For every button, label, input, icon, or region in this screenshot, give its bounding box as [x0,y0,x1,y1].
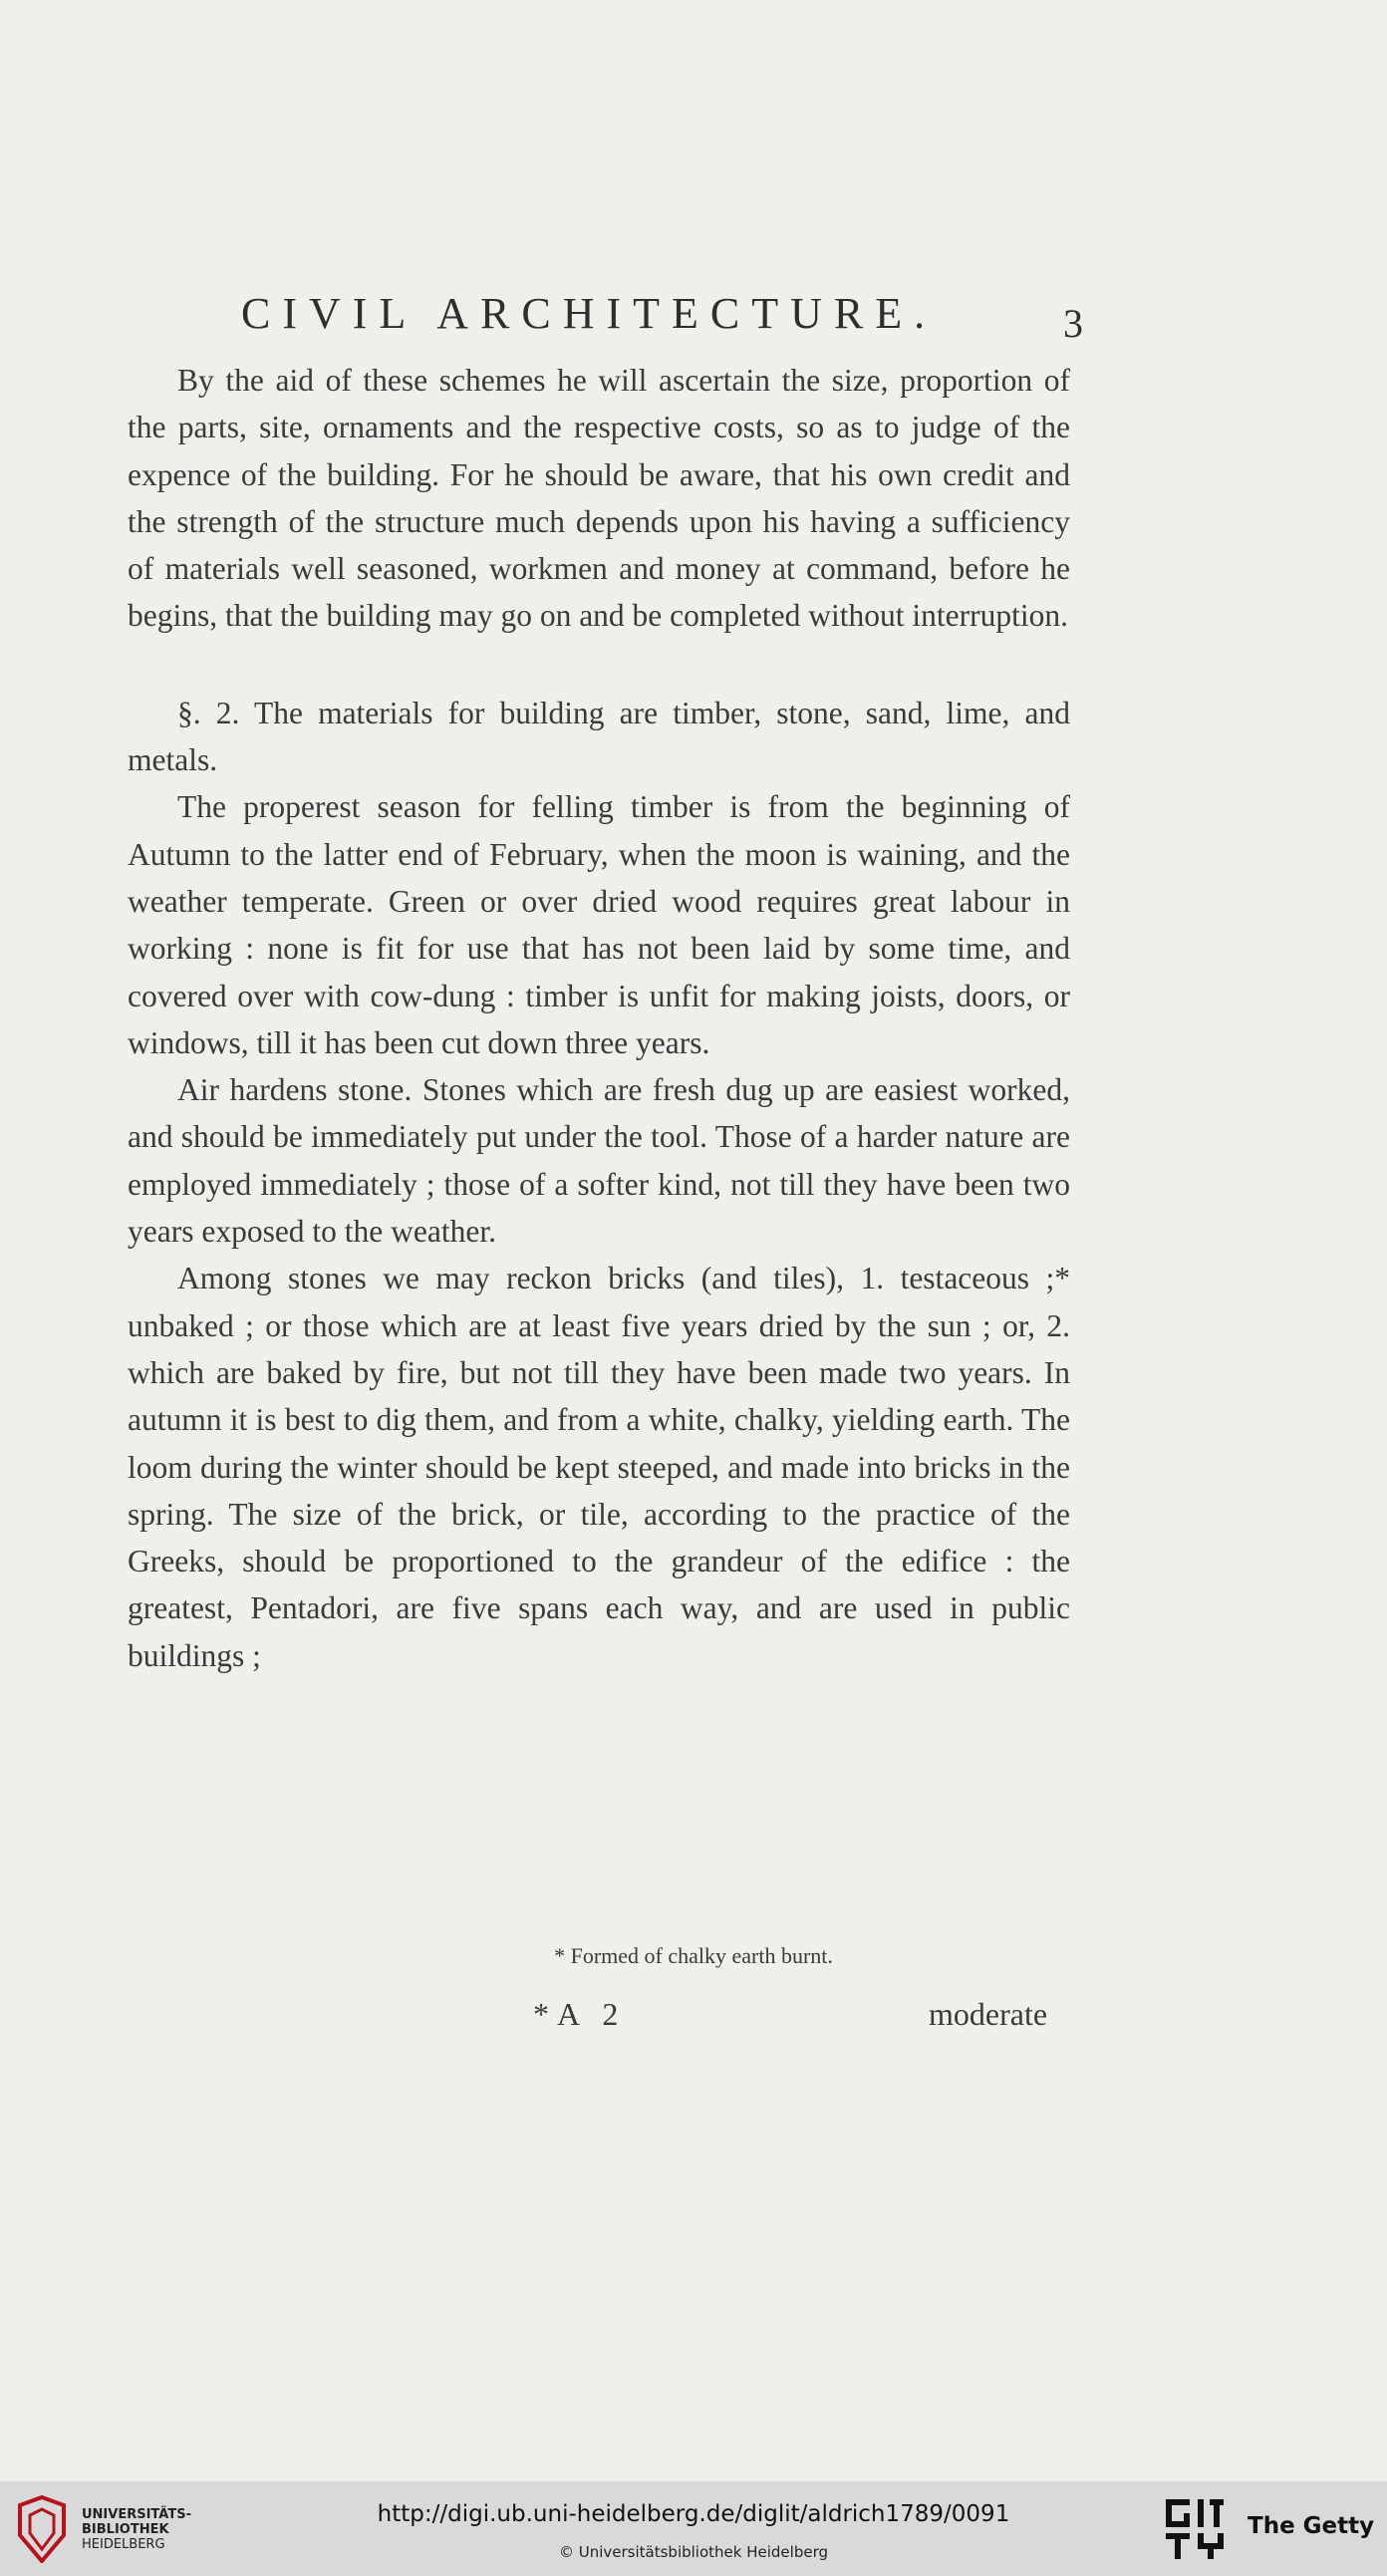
catchword: moderate [929,1996,1048,2032]
paragraph-bricks: Among stones we may reckon bricks (and tiles), 1. testaceous ;* unbaked ; or those which are at least five years dried by the sun ; or, 2. which are baked by fire, but not till they have been made two years. In autumn it is best to dig them, and from a white, chalky, yielding earth. The loom during the winter should be kept steeped, and made into bricks in the spring. The size of the brick, or tile, according to the practice of the Greeks, should be proportioned to the grandeur of the edifice : the greatest, Pentadori, are five spans each way, and are used in public buildings ; [128,1261,1070,1673]
body-text [128,357,1070,1679]
paragraph-timber: The properest season for felling timber is from the beginning of Autumn to the latter end of February, when the moon is waining, and the weather temperate. Green or over dried wood requires great labour in working : none is fit for use that has not been laid by some time, and covered over with cow-dung : timber is unfit for making joists, doors, or windows, till it has been cut down three years. [128,789,1070,1060]
paragraph-schemes: By the aid of these schemes he will ascertain the size, proportion of the parts, site, ornaments and the respective costs, so as to judge of the expence of the building. For he should be aware, that his own credit and the strength of the structure much depends upon his having a sufficiency of materials well seasoned, workmen and money at command, before he begins, that the building may go on and be completed without interruption. [128,363,1070,634]
copyright-notice: © Universitätsbibliothek Heidelberg [558,2543,828,2561]
permalink-url[interactable]: http://digi.ub.uni-heidelberg.de/diglit/aldrich1789/0091 [377,2501,1010,2527]
viewer-footer [0,2481,1387,2576]
running-head [241,284,1083,344]
getty-logo[interactable] [1164,2495,1226,2563]
footnote: * Formed of chalky earth burnt. [554,1943,833,1968]
library-name-line2: BIBLIOTHEK [82,2522,169,2537]
getty-logo-icon [1164,2495,1226,2563]
getty-label: The Getty [1248,2513,1375,2539]
page-number: 3 [1063,301,1083,346]
signature-mark: *A 2 [533,1996,627,2032]
library-name-line1: UNIVERSITÄTS- [82,2507,191,2522]
library-name-line3: HEIDELBERG [82,2537,165,2552]
paragraph-stone: Air hardens stone. Stones which are fresh dug up are easiest worked, and should be immediately put under the tool. Those of a harder nature are employed immediately ; those of a softer kind, not till they have been two years exposed to the weather. [128,1072,1070,1250]
running-title: CIVIL ARCHITECTURE. [241,289,938,338]
paragraph-materials: §. 2. The materials for building are timber, stone, sand, lime, and metals. [128,695,1070,778]
